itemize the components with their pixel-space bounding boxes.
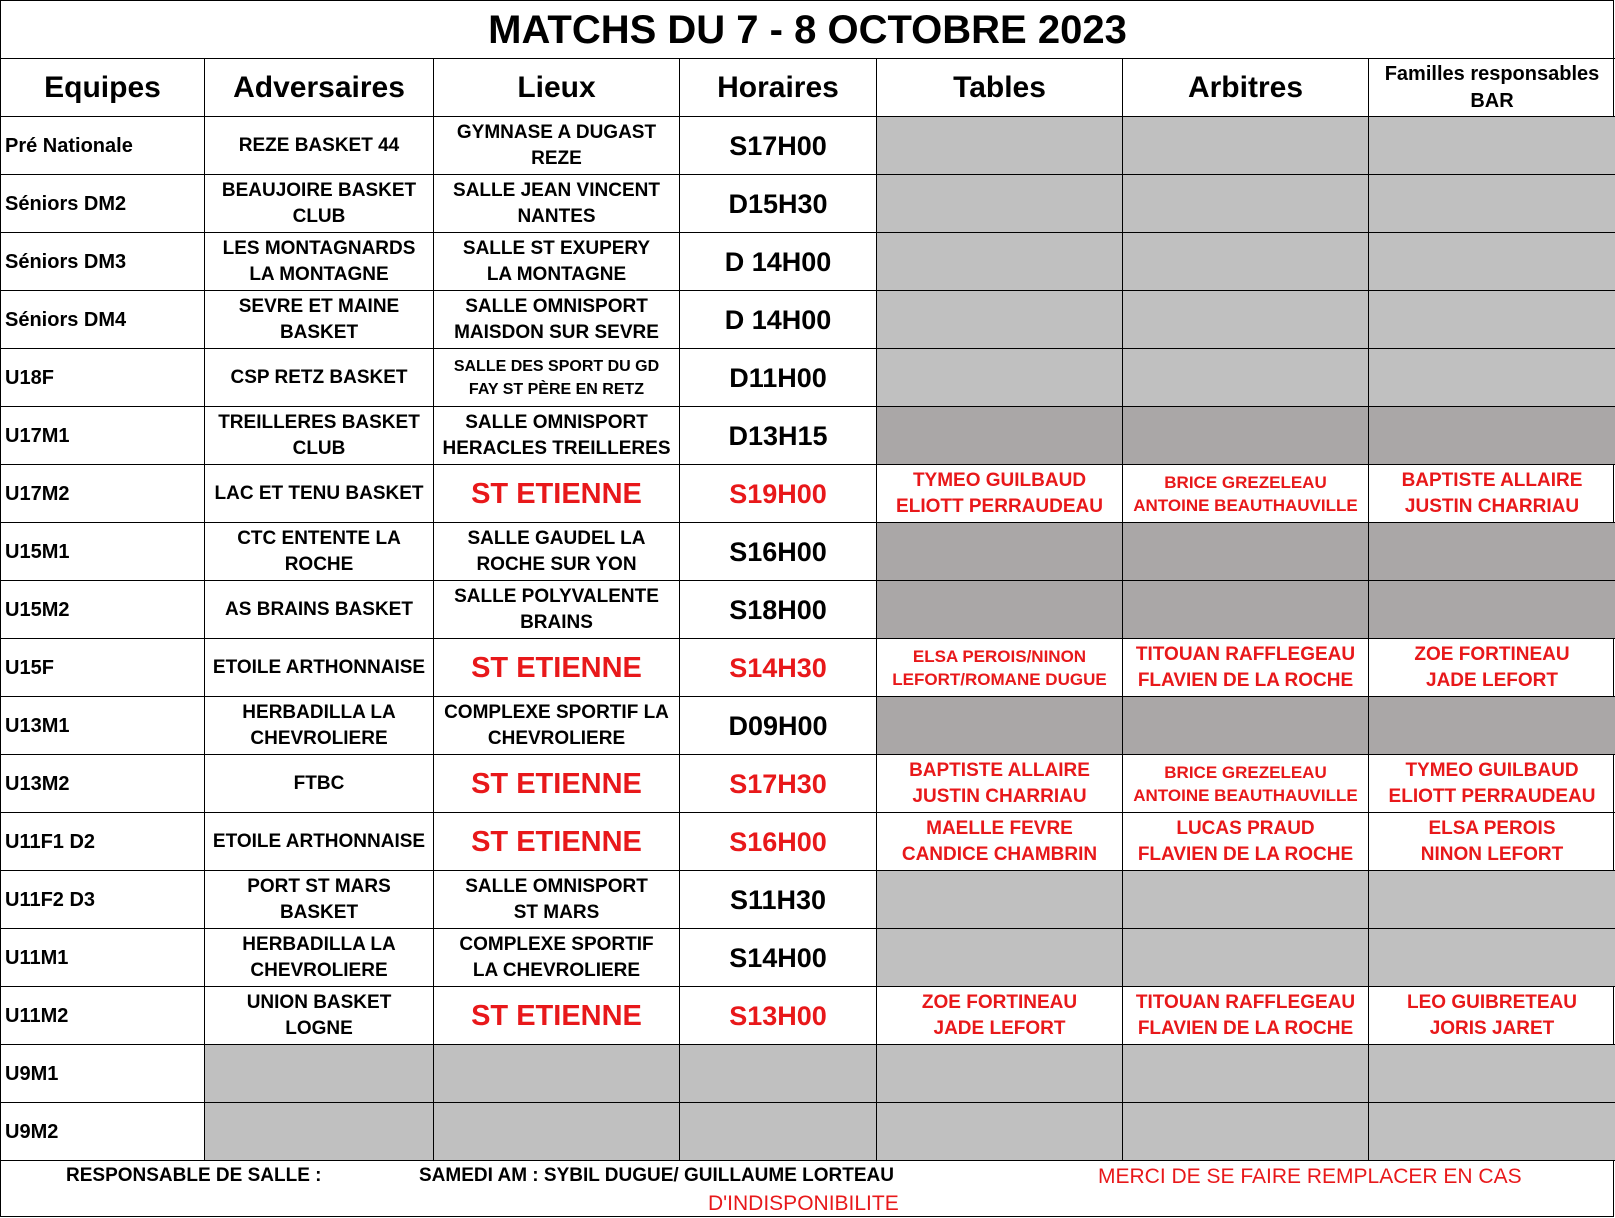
cell-adversaire-line: LES MONTAGNARDS xyxy=(222,237,416,259)
cell-tables xyxy=(877,987,1123,1045)
header-lieux: Lieux xyxy=(434,59,680,117)
cell-horaire xyxy=(680,871,877,929)
cell-equipe-line: U11M2 xyxy=(5,1004,69,1027)
cell-tables-line: JUSTIN CHARRIAU xyxy=(912,785,1087,807)
cell-bar xyxy=(1369,639,1615,697)
cell-equipe xyxy=(1,1103,205,1161)
footer-samedi-responsables: SAMEDI AM : SYBIL DUGUE/ GUILLAUME LORTEAU xyxy=(419,1165,894,1186)
cell-horaire-line: S19H00 xyxy=(729,478,827,509)
table-row xyxy=(1,349,1615,407)
cell-tables xyxy=(877,639,1123,697)
cell-arbitres-line: TITOUAN RAFFLEGEAU xyxy=(1135,991,1356,1013)
cell-lieu-line: BRAINS xyxy=(520,611,593,633)
cell-lieu-line: ST ETIENNE xyxy=(471,767,642,800)
cell-tables-line: ELIOTT PERRAUDEAU xyxy=(896,495,1103,517)
cell-adversaire xyxy=(205,233,434,291)
cell-lieu-line: LA MONTAGNE xyxy=(486,263,627,285)
cell-equipe xyxy=(1,581,205,639)
cell-bar-line: NINON LEFORT xyxy=(1420,843,1564,865)
cell-horaire xyxy=(680,523,877,581)
cell-equipe-line: U9M2 xyxy=(5,1120,59,1143)
cell-horaire xyxy=(680,1045,877,1103)
cell-bar-line: TYMEO GUILBAUD xyxy=(1405,759,1579,781)
table-row xyxy=(1,233,1615,291)
table-row xyxy=(1,987,1615,1045)
cell-adversaire xyxy=(205,755,434,813)
cell-horaire-line: D 14H00 xyxy=(724,246,832,277)
table-row xyxy=(1,465,1615,523)
table-row xyxy=(1,813,1615,871)
cell-horaire xyxy=(680,755,877,813)
cell-lieu xyxy=(434,929,680,987)
cell-arbitres-line: BRICE GREZELEAU xyxy=(1164,472,1327,492)
header-tables: Tables xyxy=(877,59,1123,117)
cell-equipe xyxy=(1,929,205,987)
table-row xyxy=(1,1103,1615,1161)
cell-bar xyxy=(1369,697,1615,755)
cell-adversaire xyxy=(205,117,434,175)
cell-arbitres xyxy=(1123,1103,1369,1161)
cell-horaire xyxy=(680,987,877,1045)
cell-bar xyxy=(1369,987,1615,1045)
cell-arbitres xyxy=(1123,349,1369,407)
cell-bar xyxy=(1369,871,1615,929)
cell-tables xyxy=(877,117,1123,175)
cell-adversaire-line: AS BRAINS BASKET xyxy=(225,598,413,620)
cell-lieu-line: FAY ST PÈRE EN RETZ xyxy=(468,380,645,398)
cell-lieu xyxy=(434,523,680,581)
cell-tables xyxy=(877,1045,1123,1103)
cell-arbitres xyxy=(1123,175,1369,233)
header-familles-line2: BAR xyxy=(1470,89,1514,112)
cell-lieu-line: SALLE OMNISPORT xyxy=(465,295,648,317)
cell-bar-line: JUSTIN CHARRIAU xyxy=(1404,495,1580,517)
cell-tables-line: CANDICE CHAMBRIN xyxy=(901,843,1098,865)
cell-adversaire xyxy=(205,175,434,233)
cell-adversaire-line: TREILLERES BASKET xyxy=(218,411,420,433)
cell-lieu-line: ROCHE SUR YON xyxy=(476,553,637,575)
cell-equipe-line: U17M1 xyxy=(5,424,70,447)
cell-horaire xyxy=(680,175,877,233)
cell-equipe-line: U13M1 xyxy=(5,714,70,737)
cell-adversaire xyxy=(205,291,434,349)
cell-bar xyxy=(1369,1103,1615,1161)
cell-lieu-line: REZE xyxy=(531,147,582,169)
cell-tables-line: JADE LEFORT xyxy=(933,1017,1066,1039)
cell-horaire-line: S16H00 xyxy=(729,536,827,567)
cell-lieu-line: NANTES xyxy=(517,205,596,227)
cell-adversaire-line: HERBADILLA LA xyxy=(242,701,396,723)
cell-arbitres xyxy=(1123,233,1369,291)
cell-arbitres-line: TITOUAN RAFFLEGEAU xyxy=(1135,643,1356,665)
cell-tables-line: MAELLE FEVRE xyxy=(926,817,1073,839)
cell-arbitres-line: ANTOINE BEAUTHAUVILLE xyxy=(1133,495,1358,515)
cell-lieu xyxy=(434,987,680,1045)
cell-equipe-line: U13M2 xyxy=(5,772,70,795)
cell-adversaire-line: LOGNE xyxy=(285,1017,353,1039)
cell-tables-line: ELSA PEROIS/NINON xyxy=(912,646,1087,666)
cell-tables xyxy=(877,407,1123,465)
cell-bar xyxy=(1369,407,1615,465)
header-familles-line1: Familles responsables xyxy=(1384,62,1600,85)
cell-bar xyxy=(1369,175,1615,233)
cell-adversaire-line: LA MONTAGNE xyxy=(249,263,389,285)
cell-horaire xyxy=(680,465,877,523)
cell-lieu-line: SALLE DES SPORT DU GD xyxy=(453,357,660,375)
cell-tables xyxy=(877,465,1123,523)
table-row xyxy=(1,407,1615,465)
cell-adversaire-line: PORT ST MARS xyxy=(247,875,391,897)
cell-equipe xyxy=(1,755,205,813)
cell-adversaire xyxy=(205,697,434,755)
cell-lieu-line: CHEVROLIERE xyxy=(487,727,626,749)
header-horaires: Horaires xyxy=(680,59,877,117)
footer-responsable-label: RESPONSABLE DE SALLE : xyxy=(66,1165,322,1186)
table-row xyxy=(1,291,1615,349)
cell-adversaire-line: BASKET xyxy=(279,901,359,923)
cell-arbitres-line: FLAVIEN DE LA ROCHE xyxy=(1137,669,1354,691)
cell-arbitres xyxy=(1123,987,1369,1045)
cell-horaire xyxy=(680,117,877,175)
cell-equipe xyxy=(1,987,205,1045)
cell-adversaire xyxy=(205,407,434,465)
table-row xyxy=(1,697,1615,755)
cell-horaire-line: S14H00 xyxy=(729,942,827,973)
cell-equipe-line: U15M2 xyxy=(5,598,70,621)
cell-horaire xyxy=(680,407,877,465)
cell-arbitres xyxy=(1123,1045,1369,1103)
cell-adversaire-line: CLUB xyxy=(292,205,346,227)
cell-lieu-line: SALLE GAUDEL LA xyxy=(467,527,646,549)
table-row xyxy=(1,581,1615,639)
table-row xyxy=(1,523,1615,581)
cell-bar-line: LEO GUIBRETEAU xyxy=(1407,991,1577,1013)
schedule-table xyxy=(0,58,1615,1161)
cell-horaire-line: S13H00 xyxy=(729,1000,827,1031)
cell-horaire-line: S11H30 xyxy=(729,884,827,915)
cell-equipe xyxy=(1,407,205,465)
header-familles-bar xyxy=(1369,59,1615,117)
cell-equipe-line: Séniors DM3 xyxy=(5,250,127,273)
cell-horaire-line: S14H30 xyxy=(729,652,827,683)
cell-adversaire xyxy=(205,523,434,581)
cell-equipe-line: U11F1 D2 xyxy=(5,830,96,853)
cell-lieu-line: HERACLES TREILLERES xyxy=(442,437,671,459)
cell-lieu-line: SALLE JEAN VINCENT xyxy=(453,179,660,201)
cell-arbitres xyxy=(1123,581,1369,639)
cell-tables xyxy=(877,813,1123,871)
cell-adversaire xyxy=(205,581,434,639)
cell-lieu xyxy=(434,1045,680,1103)
cell-lieu xyxy=(434,175,680,233)
cell-tables xyxy=(877,697,1123,755)
cell-tables-line: TYMEO GUILBAUD xyxy=(912,469,1087,491)
cell-adversaire-line: LAC ET TENU BASKET xyxy=(214,482,424,504)
cell-tables xyxy=(877,581,1123,639)
page-title: MATCHS DU 7 - 8 OCTOBRE 2023 xyxy=(488,8,1127,52)
cell-arbitres xyxy=(1123,465,1369,523)
cell-adversaire xyxy=(205,987,434,1045)
cell-horaire xyxy=(680,291,877,349)
cell-bar-line: ZOE FORTINEAU xyxy=(1414,643,1570,665)
cell-adversaire-line: FTBC xyxy=(293,772,345,794)
cell-lieu-line: ST ETIENNE xyxy=(471,477,642,510)
cell-horaire xyxy=(680,929,877,987)
cell-adversaire-line: ROCHE xyxy=(284,553,354,575)
cell-tables xyxy=(877,929,1123,987)
cell-lieu-line: SALLE POLYVALENTE xyxy=(454,585,659,607)
cell-lieu-line: ST ETIENNE xyxy=(471,825,642,858)
cell-arbitres xyxy=(1123,813,1369,871)
cell-equipe xyxy=(1,291,205,349)
cell-lieu xyxy=(434,581,680,639)
cell-lieu-line: SALLE ST EXUPERY xyxy=(462,237,651,259)
cell-arbitres xyxy=(1123,117,1369,175)
cell-bar-line: JADE LEFORT xyxy=(1426,669,1558,691)
cell-horaire-line: D09H00 xyxy=(728,710,828,741)
cell-horaire-line: D13H15 xyxy=(728,420,828,451)
cell-tables-line: BAPTISTE ALLAIRE xyxy=(909,759,1090,781)
cell-adversaire-line: UNION BASKET xyxy=(246,991,392,1013)
cell-arbitres xyxy=(1123,697,1369,755)
cell-arbitres xyxy=(1123,755,1369,813)
cell-adversaire-line: HERBADILLA LA xyxy=(242,933,396,955)
cell-equipe xyxy=(1,523,205,581)
cell-horaire-line: S18H00 xyxy=(729,594,827,625)
cell-tables xyxy=(877,233,1123,291)
cell-equipe-line: U15F xyxy=(5,656,54,679)
cell-lieu xyxy=(434,813,680,871)
cell-lieu xyxy=(434,1103,680,1161)
cell-lieu xyxy=(434,117,680,175)
cell-horaire-line: S16H00 xyxy=(729,826,827,857)
cell-adversaire-line: CHEVROLIERE xyxy=(250,727,388,749)
cell-tables xyxy=(877,175,1123,233)
cell-lieu-line: ST ETIENNE xyxy=(471,651,642,684)
cell-adversaire xyxy=(205,813,434,871)
cell-adversaire-line: ETOILE ARTHONNAISE xyxy=(212,830,426,852)
cell-horaire-line: S17H30 xyxy=(729,768,827,799)
cell-horaire xyxy=(680,697,877,755)
cell-bar xyxy=(1369,1045,1615,1103)
cell-bar xyxy=(1369,465,1615,523)
cell-horaire xyxy=(680,233,877,291)
cell-equipe-line: Séniors DM2 xyxy=(5,192,127,215)
cell-equipe-line: U11F2 D3 xyxy=(5,888,96,911)
cell-lieu-line: GYMNASE A DUGAST xyxy=(456,121,657,143)
cell-adversaire-line: ETOILE ARTHONNAISE xyxy=(212,656,426,678)
cell-arbitres xyxy=(1123,929,1369,987)
cell-tables xyxy=(877,523,1123,581)
cell-equipe xyxy=(1,349,205,407)
cell-adversaire xyxy=(205,871,434,929)
cell-bar xyxy=(1369,523,1615,581)
cell-bar xyxy=(1369,755,1615,813)
cell-bar xyxy=(1369,929,1615,987)
table-row xyxy=(1,755,1615,813)
cell-adversaire-line: BEAUJOIRE BASKET xyxy=(221,179,417,201)
cell-lieu xyxy=(434,233,680,291)
cell-equipe-line: U18F xyxy=(5,366,54,389)
table-row xyxy=(1,1045,1615,1103)
cell-bar xyxy=(1369,117,1615,175)
cell-arbitres xyxy=(1123,639,1369,697)
cell-lieu xyxy=(434,871,680,929)
cell-lieu xyxy=(434,407,680,465)
cell-adversaire-line: CTC ENTENTE LA xyxy=(237,527,401,549)
cell-arbitres xyxy=(1123,407,1369,465)
cell-lieu-line: SALLE OMNISPORT xyxy=(465,875,648,897)
cell-equipe xyxy=(1,233,205,291)
table-row xyxy=(1,175,1615,233)
cell-equipe xyxy=(1,871,205,929)
cell-arbitres xyxy=(1123,871,1369,929)
cell-equipe-line: U11M1 xyxy=(5,946,69,969)
cell-lieu-line: MAISDON SUR SEVRE xyxy=(454,321,659,343)
cell-lieu xyxy=(434,639,680,697)
cell-horaire xyxy=(680,1103,877,1161)
cell-adversaire xyxy=(205,465,434,523)
cell-arbitres xyxy=(1123,523,1369,581)
cell-lieu xyxy=(434,349,680,407)
cell-arbitres xyxy=(1123,291,1369,349)
cell-lieu-line: LA CHEVROLIERE xyxy=(472,959,641,981)
cell-equipe-line: U15M1 xyxy=(5,540,70,563)
cell-horaire xyxy=(680,639,877,697)
cell-horaire xyxy=(680,581,877,639)
cell-adversaire-line: CLUB xyxy=(292,437,346,459)
cell-lieu xyxy=(434,291,680,349)
cell-adversaire-line: BASKET xyxy=(279,321,359,343)
cell-lieu-line: COMPLEXE SPORTIF xyxy=(459,933,654,955)
cell-bar xyxy=(1369,233,1615,291)
cell-arbitres-line: FLAVIEN DE LA ROCHE xyxy=(1137,1017,1354,1039)
cell-equipe xyxy=(1,175,205,233)
header-adversaires: Adversaires xyxy=(205,59,434,117)
cell-arbitres-line: LUCAS PRAUD xyxy=(1176,817,1315,839)
cell-equipe-line: U9M1 xyxy=(5,1062,59,1085)
cell-tables xyxy=(877,1103,1123,1161)
header-row xyxy=(1,59,1615,117)
cell-bar-line: ELIOTT PERRAUDEAU xyxy=(1388,785,1596,807)
cell-lieu-line: ST MARS xyxy=(513,901,600,923)
footer-merci-line1: MERCI DE SE FAIRE REMPLACER EN CAS xyxy=(1098,1165,1522,1188)
cell-adversaire xyxy=(205,1045,434,1103)
cell-horaire xyxy=(680,349,877,407)
cell-adversaire-line: CSP RETZ BASKET xyxy=(230,366,408,388)
cell-horaire-line: S17H00 xyxy=(729,130,827,161)
cell-tables-line: ZOE FORTINEAU xyxy=(921,991,1078,1013)
table-row xyxy=(1,871,1615,929)
cell-equipe xyxy=(1,813,205,871)
cell-tables-line: LEFORT/ROMANE DUGUE xyxy=(892,669,1107,689)
cell-bar xyxy=(1369,813,1615,871)
cell-bar xyxy=(1369,581,1615,639)
cell-horaire-line: D15H30 xyxy=(728,188,828,219)
cell-tables xyxy=(877,349,1123,407)
cell-horaire-line: D11H00 xyxy=(729,362,827,393)
cell-adversaire xyxy=(205,1103,434,1161)
cell-adversaire-line: REZE BASKET 44 xyxy=(238,134,400,156)
cell-equipe xyxy=(1,639,205,697)
cell-lieu-line: ST ETIENNE xyxy=(471,999,642,1032)
cell-horaire xyxy=(680,813,877,871)
cell-bar xyxy=(1369,349,1615,407)
cell-arbitres-line: BRICE GREZELEAU xyxy=(1164,762,1327,782)
cell-equipe-line: U17M2 xyxy=(5,482,70,505)
cell-bar xyxy=(1369,291,1615,349)
cell-lieu xyxy=(434,465,680,523)
cell-tables xyxy=(877,871,1123,929)
cell-adversaire xyxy=(205,639,434,697)
cell-adversaire-line: SEVRE ET MAINE xyxy=(238,295,400,317)
cell-lieu-line: SALLE OMNISPORT xyxy=(465,411,648,433)
table-row xyxy=(1,117,1615,175)
cell-lieu xyxy=(434,697,680,755)
table-row xyxy=(1,929,1615,987)
cell-adversaire-line: CHEVROLIERE xyxy=(250,959,388,981)
cell-arbitres-line: ANTOINE BEAUTHAUVILLE xyxy=(1133,785,1358,805)
cell-equipe xyxy=(1,117,205,175)
cell-bar-line: JORIS JARET xyxy=(1429,1017,1555,1039)
cell-equipe xyxy=(1,465,205,523)
cell-tables xyxy=(877,291,1123,349)
cell-adversaire xyxy=(205,929,434,987)
cell-adversaire xyxy=(205,349,434,407)
cell-equipe xyxy=(1,1045,205,1103)
footer-merci-line2: D'INDISPONIBILITE xyxy=(708,1192,899,1215)
cell-arbitres-line: FLAVIEN DE LA ROCHE xyxy=(1137,843,1354,865)
cell-equipe-line: Séniors DM4 xyxy=(5,308,127,331)
table-row xyxy=(1,639,1615,697)
cell-equipe xyxy=(1,697,205,755)
header-arbitres: Arbitres xyxy=(1123,59,1369,117)
cell-lieu xyxy=(434,755,680,813)
cell-horaire-line: D 14H00 xyxy=(724,304,832,335)
cell-tables xyxy=(877,755,1123,813)
cell-equipe-line: Pré Nationale xyxy=(5,134,133,157)
cell-bar-line: BAPTISTE ALLAIRE xyxy=(1401,469,1583,491)
cell-lieu-line: COMPLEXE SPORTIF LA xyxy=(444,701,669,723)
header-equipes: Equipes xyxy=(1,59,205,117)
cell-bar-line: ELSA PEROIS xyxy=(1428,817,1556,839)
